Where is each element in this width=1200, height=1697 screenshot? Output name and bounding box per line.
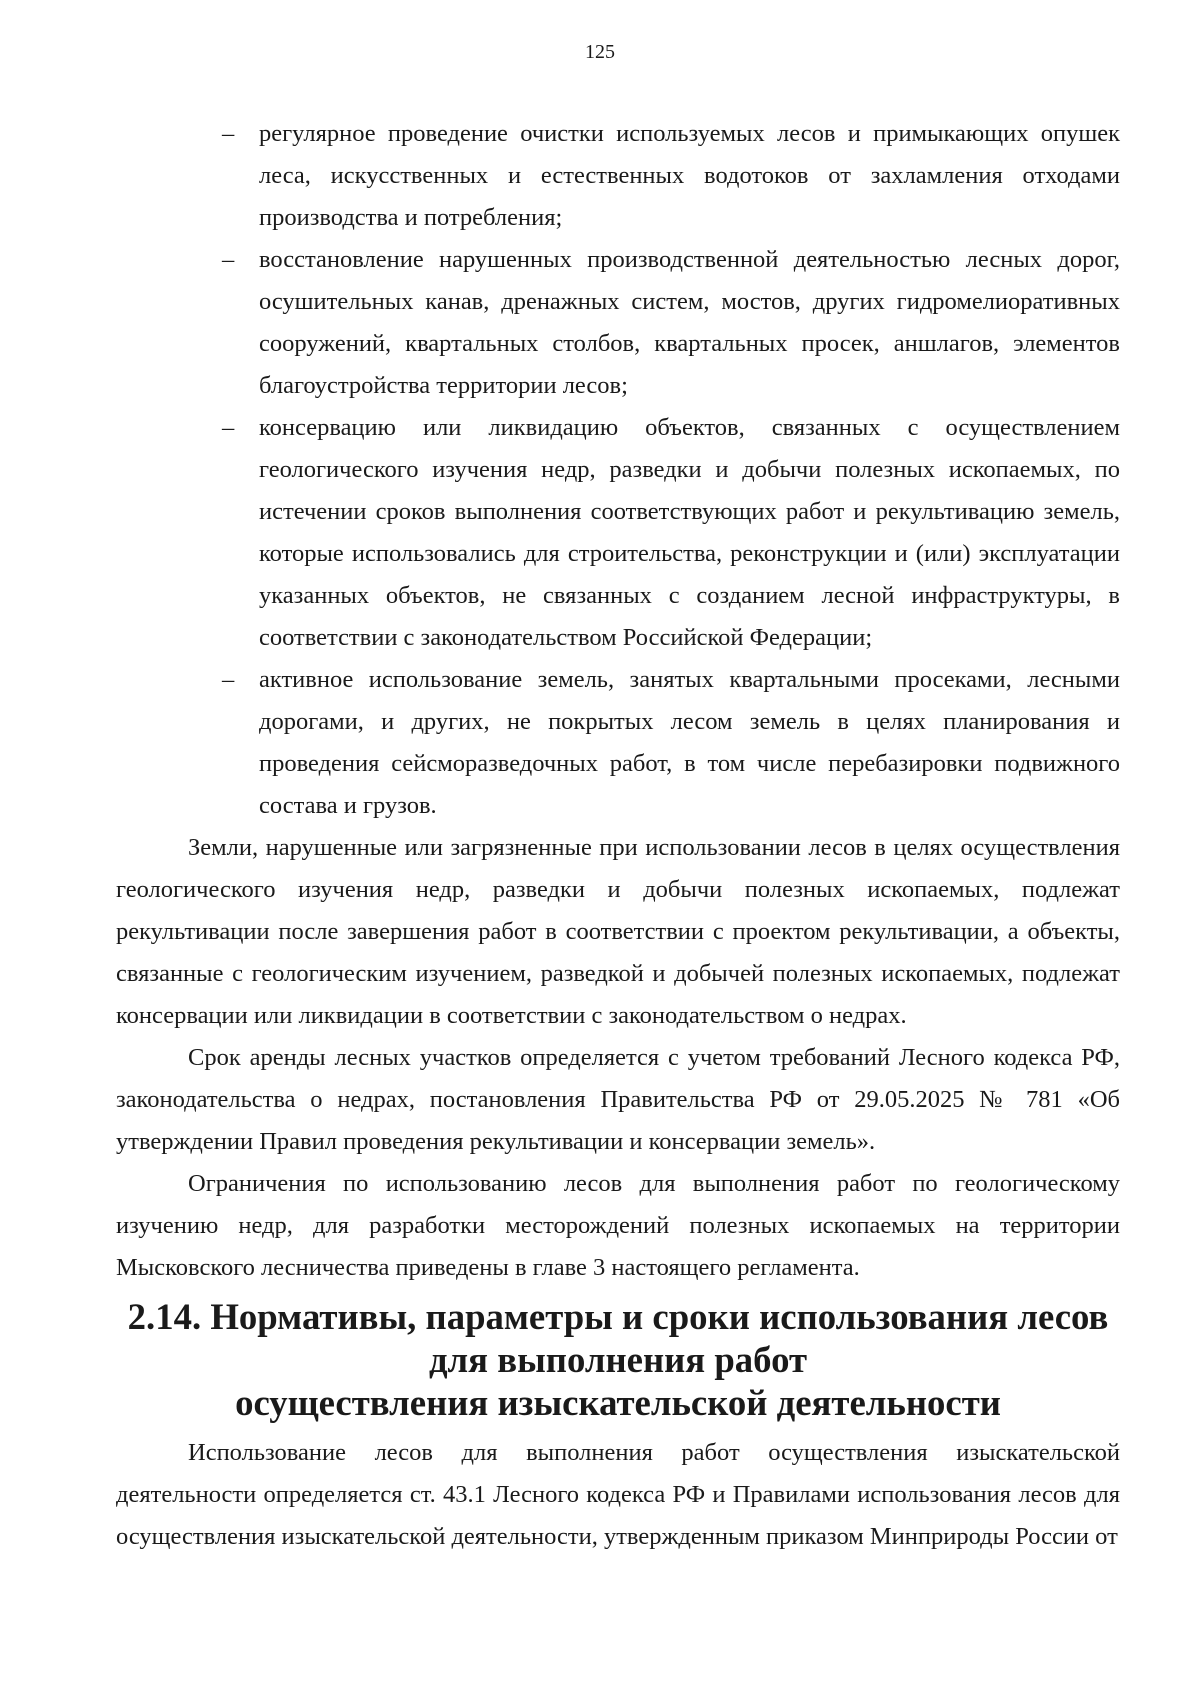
list-item: [116, 407, 1120, 659]
bullet-marker: –: [222, 414, 235, 441]
list-item-text: активное использование земель, занятых квартальными просеками, лесными дорогами, и других, не покрытых лесом земель в целях планирования и проведения сейсморазведочных работ, в том числе перебазировки подвижного состава и грузов.: [259, 666, 1120, 819]
section-heading-line-2: осуществления изыскательской деятельности: [235, 1382, 1001, 1423]
list-item: [116, 239, 1120, 407]
section-heading-line-1: 2.14. Нормативы, параметры и сроки использования лесов для выполнения работ: [127, 1296, 1109, 1380]
paragraph-lease-term: Срок аренды лесных участков определяется с учетом требований Лесного кодекса РФ, законодательства о недрах, постановления Правительства РФ от 29.05.2025 № 781 «Об утверждении Правил проведения рекультивации и консервации земель».: [116, 1044, 1120, 1155]
list-item-text: консервацию или ликвидацию объектов, связанных с осуществлением геологического изучения недр, разведки и добычи полезных ископаемых, по истечении сроков выполнения соответствующих работ и рекультивацию земель, которые использовались для строительства, реконструкции и (или) эксплуатации указанных объектов, не связанных с созданием лесной инфраструктуры, в соответствии с законодательством Российской Федерации;: [259, 414, 1120, 651]
bullet-marker: –: [222, 666, 235, 693]
document-body: [116, 113, 1120, 1558]
list-item-text: восстановление нарушенных производственной деятельностью лесных дорог, осушительных канав, дренажных систем, мостов, других гидромелиоративных сооружений, квартальных столбов, квартальных просек, аншлагов, элементов благоустройства территории лесов;: [259, 246, 1120, 399]
paragraph-land-reclamation: Земли, нарушенные или загрязненные при использовании лесов в целях осуществления геологического изучения недр, разведки и добычи полезных ископаемых, подлежат рекультивации после завершения работ в соответствии с проектом рекультивации, а объекты, связанные с геологическим изучением, разведкой и добычей полезных ископаемых, подлежат консервации или ликвидации в соответствии с законодательством о недрах.: [116, 834, 1120, 1029]
bullet-marker: –: [222, 120, 235, 147]
page-number: 125: [585, 41, 615, 63]
bullet-list: [116, 113, 1120, 827]
list-item-text: регулярное проведение очистки используемых лесов и примыкающих опушек леса, искусственных и естественных водотоков от захламления отходами производства и потребления;: [259, 120, 1120, 231]
list-item: [116, 113, 1120, 239]
section-heading: [116, 1295, 1120, 1424]
paragraph-restrictions: Ограничения по использованию лесов для выполнения работ по геологическому изучению недр, для разработки месторождений полезных ископаемых на территории Мысковского лесничества приведены в главе 3 настоящего регламента.: [116, 1170, 1120, 1281]
paragraph-survey-activity: Использование лесов для выполнения работ осуществления изыскательской деятельности определяется ст. 43.1 Лесного кодекса РФ и Правилами использования лесов для осуществления изыскательской деятельности, утвержденным приказом Минприроды России от: [116, 1439, 1120, 1550]
bullet-marker: –: [222, 246, 235, 273]
list-item: [116, 659, 1120, 827]
